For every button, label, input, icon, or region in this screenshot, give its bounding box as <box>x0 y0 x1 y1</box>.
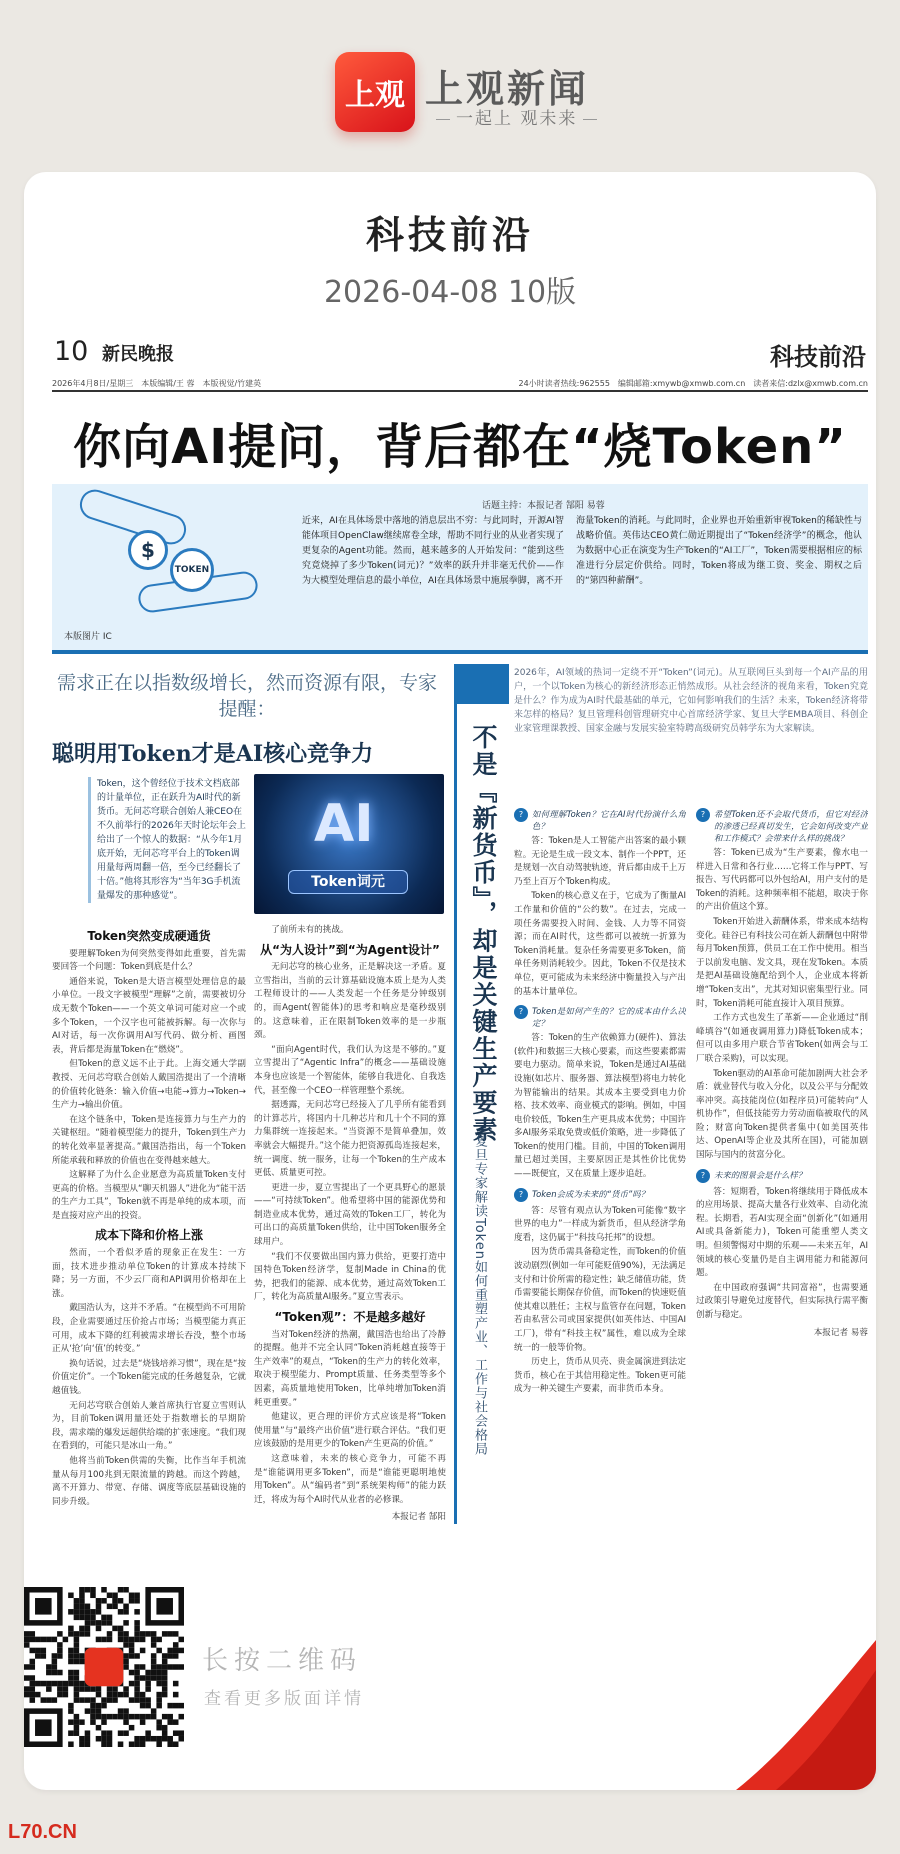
paragraph: 无问芯穹联合创始人兼首席执行官夏立雪则认为，目前Token调用量还处于指数增长的早期阶段，需求端的爆发远超供给端的扩张速度。“我们现在看到的，可能只是冰山一角。” <box>52 1400 246 1452</box>
newspaper-page[interactable] <box>52 322 868 1687</box>
newspaper-card <box>24 172 876 1790</box>
paragraph: 因为货币需具备稳定性，而Token的价值波动剧烈(例如一年可能贬值90%)，无法满足支付和计价所需的稳定性；缺乏储值功能，货币需要能长期保存价值，而Token的快速贬值使其难以胜任；主权与监管存在问题，Token若由私营公司或国家提供(如英伟达、中国AI工厂)，带有“科技主权”属性，难以成为全球统一的一般等价物。 <box>514 1247 686 1353</box>
paragraph: 在中国政府强调“共同富裕”，也需要通过政策引导避免过度替代，但实际执行需平衡创新与稳定。 <box>696 1282 868 1320</box>
paragraph: 当对Token经济的热潮，戴国浩也给出了冷静的提醒。他并不完全认同“Token消耗越直接等于生产效率”的观点，“Token的生产力的转化效率，取决于模型能力、Prompt质量、任务类型等多个因素，高质量地使用Token，比单纯增加Token消耗更重要。” <box>254 1329 446 1408</box>
question-text: Token是如何产生的？它的成本由什么决定？ <box>532 1006 686 1029</box>
question-heading <box>514 808 686 832</box>
paper-name: 新民晚报 <box>102 344 174 365</box>
question-heading <box>514 1188 686 1202</box>
hands-coins-illustration <box>58 492 268 612</box>
question-heading <box>514 1005 686 1029</box>
app-slogan: 一起上 观未来 <box>430 104 603 129</box>
paragraph: “我们不仅要做出国内算力供给，更要打造中国特色Token经济学，复制Made in China的优势，把我们的能源、成本优势，通过高效Token工厂，转化为高质量AI服务。”夏立雪表示。 <box>254 1251 446 1303</box>
column-heading: 成本下降和价格上涨 <box>94 1228 203 1243</box>
paragraph: 然而，一个看似矛盾的现象正在发生：一方面，技术进步推动单位Token的计算成本持续下降；另一方面，不少云厂商和API调用价格却在上涨。 <box>52 1248 246 1299</box>
site-watermark: L70.CN <box>8 1821 77 1843</box>
paragraph: Token开始进入薪酬体系，带来成本结构变化。硅谷已有科技公司在新人薪酬包中附带每月Token预算，供员工在工作中使用。相当于以前发电脑、发文具，现在发Token。本质是把AI基础设施配给到个人，企业成本将新增“Token支出”，尤其对知识密集型行业。同时，Token消耗可能直接计入项目预算。 <box>696 916 868 1009</box>
banner-title: 不是『新货币』，却是关键生产要素 <box>469 724 498 1144</box>
paragraph: 通俗来说，Token是大语言模型处理信息的最小单位。一段文字被模型“理解”之前，需要被切分成无数个Token——一个英文单词可能对应一个或多个Token，一个汉字也可能被拆解。每一次你与AI对话，每一次你调用AI写代码、做分析、画图表，背后都是海量Token在“燃烧”。 <box>52 976 246 1055</box>
paragraph: 答：短期看，Token将继续用于降低成本的应用场景、提高大量各行业效率、自动化流程。长期看，若AI实现全面“创新化”(如通用AI或具备新能力)，Token可能重塑人类文明。但须警惕对中期的乐观——未来五年，AI领域的核心变量仍是自主调用能力和能源问题。 <box>696 1186 868 1279</box>
page-section: 科技前沿 <box>770 343 866 371</box>
app-logo-text: 上观 <box>345 78 405 113</box>
paragraph: 他将当前Token供需的失衡，比作当年手机流量从每月100兆到无限流量的跨越。而这个跨越，离不开算力、带宽、存储、调度等底层基础设施的同步升级。 <box>52 1455 246 1507</box>
paragraph: 答：Token是人工智能产出答案的最小颗粒。无论是生成一段文本、制作一个PPT，还是规划一次自动驾驶轨迹，背后都由成千上万乃至上百万个Token构成。 <box>514 836 686 887</box>
left-kicker: 需求正在以指数级增长，然而资源有限，专家提醒： <box>56 672 437 720</box>
qr-code-graphic <box>24 1587 184 1747</box>
paragraph: 无问芯穹的核心业务，正是解决这一矛盾。夏立雪指出，当前的云计算基础设施本质上是为人类工程师设计的——人类发起一个任务是分钟级别的，而Agent(智能体)的思考和响应是毫秒级别的。这意味着，正在限制Token效率的是一步瓶颈。 <box>254 962 446 1041</box>
question-text: 未来的图景会是什么样？ <box>714 1169 807 1180</box>
topic-host: 话题主持：本报记者 郜阳 易蓉 <box>482 501 605 511</box>
question-icon: ? <box>696 1169 710 1183</box>
column-heading: “Token观”：不是越多越好 <box>274 1310 426 1325</box>
image-credit: 本版图片 IC <box>64 632 112 642</box>
section-title: 科技前沿 <box>365 212 534 257</box>
qr-subhint: 查看更多版面详情 <box>204 1689 364 1709</box>
page-masthead <box>52 322 868 392</box>
left-lead: Token，这个曾经位于技术文档底部的计量单位，正在跃升为AI时代的新货币。无问芯穹联合创始人兼CEO在不久前举行的2026年天时论坛年会上给出了一个惊人的数据：“从今年1月底开始，无问芯穹平台上的Token调用量每两周翻一倍，至今已经翻长了十倍。”他将其形容为“当年3G手机流量爆发的那种感觉”。 <box>88 777 248 903</box>
question-text: 如何理解Token？它在AI时代扮演什么角色？ <box>532 809 686 831</box>
vertical-banner <box>454 664 506 1524</box>
paragraph: 答：Token已成为“生产要素，像水电一样进入日常和各行业……它将工作与PPT、写报告、写代码都可以外包给AI，用户支付的是Token的消耗。这种频率相不能超，取决于你的产出价值这个算。 <box>696 848 868 913</box>
left-column-a <box>52 924 246 1684</box>
page-curl-decoration <box>676 1610 876 1790</box>
byline: 本报记者 郜阳 <box>391 1512 446 1523</box>
paragraph: 答：尽管有观点认为Token可能像“数字世界的电力”一样成为新货币，但从经济学角度看，这仍属于“科技乌托邦”的设想。 <box>514 1205 686 1243</box>
intro-box <box>52 484 868 654</box>
ai-photo-text: AI <box>314 794 374 854</box>
edition-date: 2026-04-08 10版 <box>323 275 577 310</box>
qr-hint: 长按二维码 <box>202 1646 363 1676</box>
paragraph: 据透露，无问芯穹已经接入了几乎所有能看到的计算芯片，将国内十几种芯片和几十个不同的算力集群统一连接起来。“当资源不是简单叠加，效率就会大幅提升。”这个能力把资源孤岛连接起来，统一调度、统一服务，让每一个Token的生产成本更低、质量更可控。 <box>254 1100 446 1179</box>
paragraph: 他建议，更合理的评价方式应该是将“Token使用量”与“最终产出价值”进行联合评估。“我们更应该鼓励的是用更少的Token产生更高的价值。” <box>254 1412 446 1450</box>
qr-code[interactable] <box>24 1587 184 1747</box>
banner-stripe <box>457 664 509 704</box>
column-heading: Token突然变成硬通货 <box>87 929 211 943</box>
paragraph: 在这个链条中，Token是连接算力与生产力的关键枢纽。“随着模型能力的提升，Token到生产力的转化效率显著提高。”戴国浩指出，每一个Token所能承载和释放的价值也在变得越来越大。 <box>52 1114 246 1166</box>
question-heading <box>696 1169 868 1183</box>
paragraph: 这意味着，未来的核心竞争力，可能不再是“谁能调用更多Token”，而是“谁能更聪明地使用Token”。从“编码者”到“系统架构师”的能力跃迁，将成为每个AI时代从业者的必修课。 <box>254 1453 446 1505</box>
intro-text-2: 海量Token的消耗。与此同时，企业界也开始重新审视Token的稀缺性与战略价值。英伟达CEO黄仁勋近期提出了“Token经济学”的概念，他认为数据中心正在演变为生产Token的“AI工厂”，Token需要根据相应的标准进行分层定价供给。同时，Token将成为继工资、奖金、期权之后的“第四种薪酬”。 <box>576 516 862 586</box>
question-text: 希望Token还不会取代货币，但它对经济的渗透已经真切发生，它会如何改变产业和工作模式？会带来什么样的挑战？ <box>714 809 868 843</box>
paragraph: 要理解Token为何突然变得如此重要，首先需要回答一个问题：Token到底是什么？ <box>52 948 246 973</box>
paragraph: 这解释了为什么企业愿意为高质量Token支付更高的价格。当模型从“聊天机器人”进化为“能干活的生产力工具”，Token就不再是单纯的成本项，而是直接对应产出的投资。 <box>52 1170 246 1221</box>
paragraph: 工作方式也发生了革新——企业通过“削峰填谷”(如通夜调用算力)降低Token成本；但可以由多用户联合节省Token(如两会与工厂联合采购)，可以实现。 <box>696 1013 868 1064</box>
paragraph: 但Token的意义远不止于此。上海交通大学副教授、无问芯穹联合创始人戴国浩提出了一个清晰的价值转化链条：输入价值→电能→算力→Token→生产力→输出价值。 <box>52 1059 246 1111</box>
token-coin-icon: TOKEN <box>170 548 214 592</box>
paragraph: 戴国浩认为，这并不矛盾。“在模型尚不可用阶段，企业需要通过压价抢占市场；当模型能力真正可用，成本下降的红利被需求增长吞没，整个市场正从‘抢’向‘值’的转变。” <box>52 1303 246 1355</box>
question-icon: ? <box>514 1188 528 1202</box>
paragraph: Token驱动的AI革命可能加剧两大社会矛盾：就业替代与收入分化，以及公平与分配效率冲突。高技能岗位(如程序员)可能转向“人机协作”，但低技能劳力劳动面临被取代的风险；财富向Token提供者集中(如美国英伟达、OpenAI等企业及其所在国)，可能加剧国际与国内的贫富分化。 <box>696 1068 868 1161</box>
app-name: 上观新闻 <box>425 67 590 111</box>
paragraph: Token的核心意义在于，它成为了衡量AI工作量和价值的“公约数”。在过去，完成一项任务需要投入时间、金钱、人力等不同资源；而在AI时代，这些都可以被统一折算为Token消耗量。复杂任务需要更多Token，简单任务则消耗较少。因此，Token不仅是技术单位，更可能成为未来经济中衡量投入与产出的基本计量单位。 <box>514 891 686 997</box>
page-meta-left: 2026年4月8日/星期三 本版编辑/王 蓉 本版视觉/竹建英 <box>52 379 262 388</box>
left-column-b <box>254 924 446 1684</box>
ai-token-photo <box>254 774 444 914</box>
question-heading <box>696 808 868 844</box>
question-text: Token会成为未来的“货币”吗？ <box>532 1188 649 1199</box>
right-column-b <box>696 802 868 1682</box>
paragraph: 换句话说，过去是“烧钱培养习惯”，现在是“按价值定价”。一个Token能完成的任务越复杂，它就越值钱。 <box>52 1358 246 1396</box>
right-intro: 2026年，AI领域的热词一定绕不开“Token”(词元)。从互联网巨头到每一个AI产品的用户，一个以Token为核心的新经济形态正悄然成形。从社会经济的视角来看，Token究竟是什么？作为成为AI时代最基础的单元，它如何影响我们的生活？未来，Token经济将带来怎样的格局？复旦管理科创管理研究中心首席经济学家、复旦大学EMBA项目、科创企业家管理课教授、国家金融与发展实验室特聘高级研究员韩学东为大家解读。 <box>514 668 868 734</box>
page-meta-right: 24小时读者热线:962555 编辑邮箱:xmywb@xmwb.com.cn 读者来信:dzlx@xmwb.com.cn <box>518 379 868 388</box>
left-subhead: 聪明用Token才是AI核心竞争力 <box>52 741 374 767</box>
app-header <box>0 0 900 170</box>
question-icon: ? <box>514 1005 528 1019</box>
dollar-coin-icon: $ <box>128 530 168 570</box>
headline: 你向AI提问，背后都在“烧Token” <box>73 419 847 475</box>
app-logo <box>335 52 415 132</box>
paragraph: 历史上，货币从贝壳、贵金属演进到法定货币，核心在于其信用稳定性。Token更可能成为一种关键生产要素，而非货币本身。 <box>514 1357 686 1395</box>
page-number: 10 <box>54 336 89 367</box>
banner-subtitle: 复旦专家解读Token如何重塑产业、工作与社会格局 <box>472 1134 487 1456</box>
paragraph: 了前所未有的挑战。 <box>271 925 349 935</box>
column-heading: 从“为人设计”到“为Agent设计” <box>260 942 440 957</box>
paragraph: “面向Agent时代，我们认为这是不够的。”夏立雪提出了“Agentic Infra”的概念——基础设施本身也应该是一个智能体，能够自我进化、自我迭代，甚至像一个CEO一样管理整个系统。 <box>254 1044 446 1096</box>
paragraph: 答：Token的生产依赖算力(硬件)、算法(软件)和数据三大核心要素，而这些要素都需要电力驱动。简单来说，Token是通过AI基础设施(如芯片、服务器、算法模型)将电力转化为智能输出的结果。其成本主要受到电力价格、技术效率、商业模式的影响。例如，中国电价较低，Token生产更具成本优势；中国许多AI服务采取免费或低价策略，进一步降低了Token的使用门槛。目前，中国的Token调用量已超过美国，主要原因正是其性价比优势——既便宜，又在质量上逐步追赶。 <box>514 1033 686 1180</box>
intro-text-1: 近来，AI在具体场景中落地的消息层出不穷：与此同时，开源AI智能体项目OpenClaw继续席卷全球，帮助不同行业的从业者实现了更复杂的Agent功能。然而，越来越多的人开始发问：“能到这些究竟烧掉了多少Token(词元)？”效率的跃升并非毫无代价——作为大模型处理信息的最小单位，AI在具体场景中施展拳脚，离不开 <box>302 516 564 586</box>
byline: 本报记者 易蓉 <box>813 1327 868 1338</box>
question-icon: ? <box>696 808 710 822</box>
question-icon: ? <box>514 808 528 822</box>
paragraph: 更进一步，夏立雪提出了一个更具野心的愿景——“可持续Token”。他希望将中国的能源优势和制造业成本优势，通过高效的Token工厂，转化为可出口的高质量Token供给，让中国Token服务全球用户。 <box>254 1182 446 1248</box>
token-photo-text: Token词元 <box>288 870 408 894</box>
right-column-a <box>514 802 686 1682</box>
